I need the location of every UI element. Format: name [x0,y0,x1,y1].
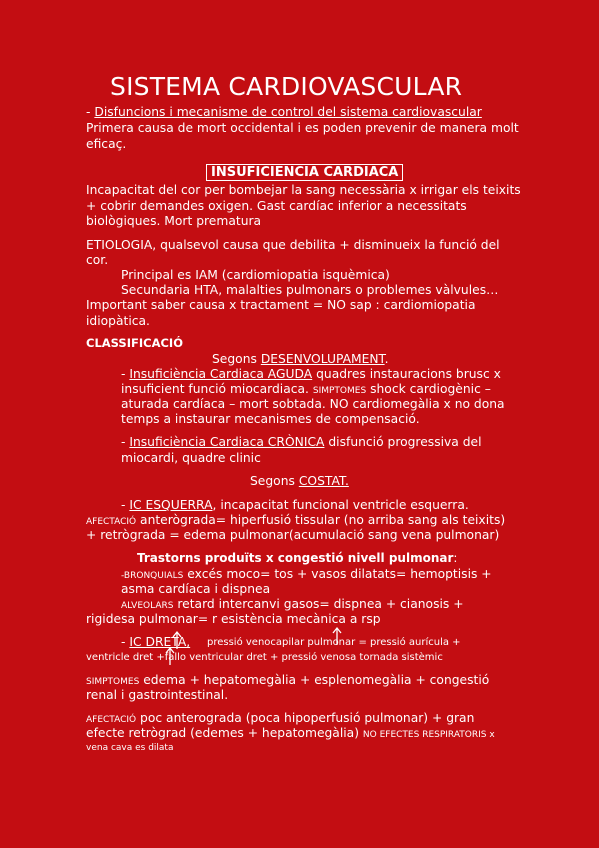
simptomes-text: edema + hepatomegàlia + esplenomegàlia + congestió [139,673,490,687]
no-efectes-label: NO EFECTES RESPIRATORIS [362,730,487,740]
esquerra-dash: - [121,498,130,512]
bronquials-line-2: asma cardíaca i dispnea [121,582,271,596]
insuf-line-1: Incapacitat del cor per bombejar la sang necessària x irrigar els teixits [86,183,521,197]
etiologia-line-1: ETIOLOGIA, qualsevol causa que debilita + disminueix la funció del [86,238,500,252]
afectacio-text: poc anterograda (poca hipoperfusió pulmonar) + gran [136,711,475,725]
alveolars-line-2: rigidesa pulmonar= r esistència mecànica a rsp [86,612,381,626]
dreta-dash: - [121,635,130,649]
trastorns-colon: : [453,551,458,565]
up-arrow-icon [163,646,177,666]
intro-line-2: Primera causa de mort occidental i es poden prevenir de manera molt [86,121,519,135]
aguda-line-1 [121,366,501,382]
etiologia-line-2: cor. [86,253,109,267]
up-arrow-icon [330,626,344,646]
segons-underlined: DESENVOLUPAMENT [260,352,385,366]
segons2-underlined: COSTAT. [298,474,349,488]
cronica-title: Insuficiència Cardiaca CRÒNICA [129,435,325,449]
afectacio-label: AFECTACIÓ [86,517,137,527]
aguda-rest: quadres instauracions brusc x [312,367,501,381]
page-title: SISTEMA CARDIOVASCULAR [110,72,463,101]
insuf-line-2: + cobrir demandes oxigen. Gast cardíac inferior a necessitats [86,199,467,213]
heading-text: INSUFICIENCIA CARDIACA [206,164,403,181]
intro-link: Disfuncions i mecanisme de control del sistema cardiovascular [94,105,482,119]
segons-desenvolupament [212,351,389,367]
aguda-l2c: shock cardiogènic – [366,382,491,396]
esquerra-l2b: anterògrada= hiperfusió tissular (no arriba sang als teixits) [136,513,506,527]
aguda-l2a: insuficient funció miocardiaca. [121,382,313,396]
segons-prefix: Segons [212,352,261,366]
alveolars-text: retard intercanvi gasos= dispnea + cianosis + [173,597,464,611]
aguda-simptomes-label: SIMPTOMES [312,386,367,396]
cronica-line-1 [121,434,482,450]
simptomes-line-2: renal i gastrointestinal. [86,688,229,702]
classificacio-heading: CLASSIFICACIÓ [86,336,183,350]
esquerra-line-3: + retrògrada = edema pulmonar(acumulació sang vena pulmonar) [86,528,500,542]
segons-costat [250,473,349,489]
esquerra-rest: , incapacitat funcional ventricle esquerra. [212,498,469,512]
afectacio-l2c: x [486,730,495,740]
alveolars-label: ALVEOLARS [121,601,174,611]
aguda-dash: - [121,367,130,381]
trastorns-heading-text: Trastorns produïts x congestió nivell pulmonar [137,551,454,565]
segons2-prefix: Segons [250,474,299,488]
cronica-line-2: miocardi, quadre clinic [121,451,261,465]
etiologia-line-5: Important saber causa x tractament = NO sap : cardiomiopatia [86,298,476,312]
trastorns-heading [137,550,457,566]
esquerra-title: IC ESQUERRA [129,498,213,512]
simptomes-label: SIMPTOMES [86,677,140,687]
dreta-line-1-rest: pressió venocapilar pulmonar = pressió aurícula + [207,637,461,648]
aguda-line-4: temps a instaurar mecanismes de compensació. [121,412,420,426]
afectacio-line-3: vena cava es dilata [86,743,174,753]
etiologia-line-6: idiopàtica. [86,314,150,328]
aguda-title: Insuficiència Cardiaca AGUDA [129,367,313,381]
cronica-dash: - [121,435,130,449]
dreta-line-2: ventricle dret +fallo ventricular dret + pressió venosa tornada sistèmic [86,652,443,663]
insuf-line-3: biològiques. Mort prematura [86,214,262,228]
afectacio-l2a: efecte retrògrad (edemes + hepatomegàlia) [86,726,363,740]
esquerra-line-1 [121,497,469,513]
etiologia-line-4: Secundaria HTA, malalties pulmonars o problemes vàlvules… [121,283,499,297]
intro-line-3: eficaç. [86,137,127,151]
bronquials-label: -BRONQUIALS [121,571,184,581]
cronica-rest: disfunció progressiva del [324,435,482,449]
bronquials-text: excés moco= tos + vasos dilatats= hemoptisis + [183,567,492,581]
etiologia-line-3: Principal es IAM (cardiomiopatia isquèmica) [121,268,390,282]
afectacio-label: AFECTACIÓ [86,715,137,725]
section-heading-insuficiencia [206,164,403,181]
intro-line-1 [86,104,482,120]
aguda-line-3: aturada cardíaca – mort sobtada. NO cardiomegàlia x no dona [121,397,505,411]
dreta-title: IC DRETA, [129,635,191,649]
segons-suffix: . [384,352,389,366]
intro-dash: - [86,105,95,119]
